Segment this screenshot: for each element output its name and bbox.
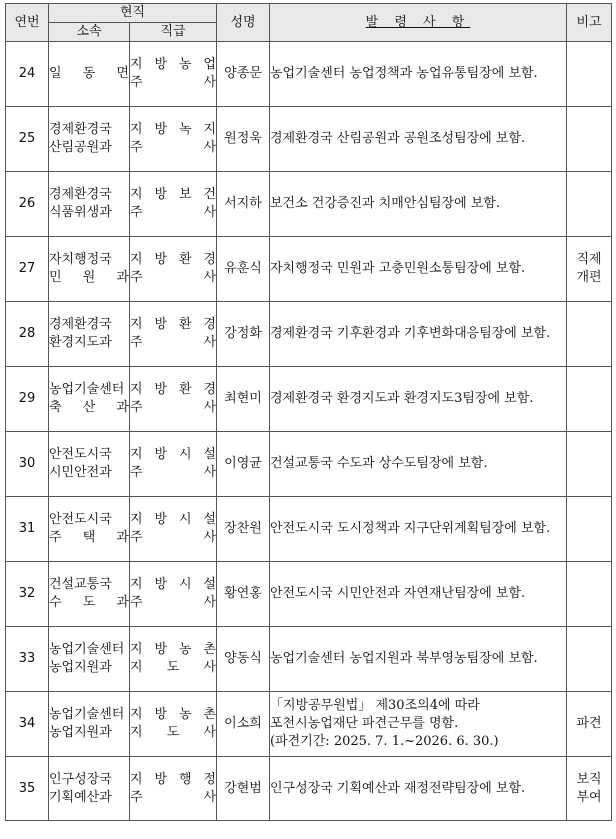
cell-dept-line: 건설교통국 [49, 577, 112, 592]
cell-order [270, 562, 567, 627]
cell-rank-line: 주 사 [130, 270, 216, 285]
cell-dept-line: 안전도시국 [49, 447, 112, 462]
cell-dept-line: 주 택 과 [49, 530, 129, 545]
cell-order [270, 627, 567, 692]
cell-no: 26 [6, 172, 49, 237]
cell-rank-line: 지 방 환 경 [130, 252, 216, 267]
cell-order-line: 경제환경국 기후환경과 기후변화대응팀장에 보함. [270, 326, 551, 341]
cell-rank-line: 주 사 [130, 465, 216, 480]
cell-rank-line: 지 도 사 [130, 725, 216, 740]
table-row [6, 497, 612, 562]
table-row [6, 107, 612, 172]
cell-dept-line: 농업기술센터 [49, 707, 125, 722]
cell-rank [130, 302, 217, 367]
cell-rank-line: 지 방 시 설 [130, 577, 216, 592]
cell-rank-line: 주 사 [130, 595, 216, 610]
cell-dept-line: 시민안전과 [49, 465, 112, 480]
cell-rank [130, 692, 217, 757]
cell-rank [130, 237, 217, 302]
cell-note [567, 42, 612, 107]
cell-dept-line: 기획예산과 [49, 789, 112, 805]
cell-dept-line: 산림공원과 [49, 140, 112, 155]
header-note: 비고 [567, 4, 612, 42]
cell-note [567, 692, 612, 757]
cell-no: 24 [6, 42, 49, 107]
cell-dept [49, 692, 130, 757]
cell-order-line: 농업기술센터 농업지원과 북부영농팀장에 보함. [270, 651, 538, 666]
table-row [6, 432, 612, 497]
cell-rank [130, 432, 217, 497]
cell-name: 양동식 [217, 627, 270, 692]
cell-no: 33 [6, 627, 49, 692]
cell-dept-line: 식품위생과 [49, 205, 112, 220]
cell-dept-line: 농업지원과 [49, 660, 112, 675]
cell-no: 34 [6, 692, 49, 757]
cell-note [567, 497, 612, 562]
cell-rank-line: 지 방 시 설 [130, 447, 216, 462]
cell-note-line: 부여 [576, 789, 602, 805]
cell-rank-line: 지 방 행 정 [130, 771, 216, 787]
cell-dept-line: 자치행정국 [49, 252, 112, 267]
header-row-top [6, 4, 612, 23]
cell-rank [130, 627, 217, 692]
cell-no: 35 [6, 757, 49, 821]
cell-dept-line: 경제환경국 [49, 317, 112, 332]
cell-rank-line: 지 방 농 촌 [130, 707, 216, 722]
cell-note [567, 627, 612, 692]
cell-name: 유훈식 [217, 237, 270, 302]
cell-order [270, 757, 567, 821]
cell-dept-line: 경제환경국 [49, 187, 112, 202]
cell-dept-line: 안전도시국 [49, 512, 112, 527]
cell-no: 32 [6, 562, 49, 627]
cell-rank [130, 757, 217, 821]
cell-note [567, 757, 612, 821]
cell-no: 27 [6, 237, 49, 302]
cell-rank [130, 42, 217, 107]
cell-no: 30 [6, 432, 49, 497]
table-row [6, 172, 612, 237]
table-row [6, 367, 612, 432]
cell-order [270, 367, 567, 432]
cell-no: 25 [6, 107, 49, 172]
header-dept: 소속 [49, 23, 130, 42]
table-row [6, 42, 612, 107]
cell-order [270, 432, 567, 497]
cell-order [270, 497, 567, 562]
cell-name: 강현범 [217, 757, 270, 821]
table-row [6, 302, 612, 367]
cell-order-line: 자치행정국 민원과 고충민원소통팀장에 보함. [270, 261, 526, 276]
cell-name: 강정화 [217, 302, 270, 367]
cell-dept-line: 경제환경국 [49, 122, 112, 137]
cell-order-line: 안전도시국 도시정책과 지구단위계획팀장에 보함. [270, 521, 551, 536]
cell-dept-line: 민 원 과 [49, 270, 129, 285]
cell-note [567, 302, 612, 367]
cell-dept [49, 302, 130, 367]
cell-dept-line: 농업기술센터 [49, 642, 125, 657]
header-no: 연번 [6, 4, 49, 42]
cell-note [567, 562, 612, 627]
cell-rank-line: 주 사 [130, 400, 216, 415]
cell-order-line: 경제환경국 환경지도과 환경지도3팀장에 보함. [270, 391, 534, 406]
cell-order-line: 인구성장국 기획예산과 재정전략팀장에 보함. [270, 780, 526, 796]
cell-rank [130, 367, 217, 432]
cell-rank-line: 지 방 농 촌 [130, 642, 216, 657]
cell-no: 28 [6, 302, 49, 367]
cell-order-line: 건설교통국 수도과 상수도팀장에 보함. [270, 456, 488, 471]
table-row [6, 237, 612, 302]
table-row [6, 562, 612, 627]
cell-rank [130, 107, 217, 172]
cell-name: 서지하 [217, 172, 270, 237]
cell-dept [49, 107, 130, 172]
cell-name: 이영균 [217, 432, 270, 497]
cell-dept [49, 757, 130, 821]
cell-rank-line: 지 도 사 [130, 660, 216, 675]
cell-rank-line: 지 방 녹 지 [130, 122, 216, 137]
cell-rank-line: 지 방 시 설 [130, 512, 216, 527]
cell-note-line: 개편 [576, 270, 602, 285]
cell-note [567, 172, 612, 237]
cell-no: 31 [6, 497, 49, 562]
cell-dept [49, 432, 130, 497]
cell-order [270, 172, 567, 237]
header-order-label: 발 령 사 항 [365, 14, 471, 30]
cell-order-line: 「지방공무원법」 제30조의4에 따라 [270, 698, 480, 713]
cell-note [567, 107, 612, 172]
cell-dept [49, 42, 130, 107]
header-name: 성명 [217, 4, 270, 42]
header-current: 현직 [49, 4, 217, 23]
cell-order [270, 237, 567, 302]
cell-note [567, 432, 612, 497]
table-row [6, 757, 612, 821]
table-row [6, 692, 612, 757]
cell-rank-line: 지 방 환 경 [130, 382, 216, 397]
cell-name: 이소희 [217, 692, 270, 757]
cell-rank-line: 주 사 [130, 530, 216, 545]
cell-rank [130, 497, 217, 562]
cell-order-line: (파견기간: 2025. 7. 1.~2026. 6. 30.) [270, 734, 499, 749]
cell-name: 황연홍 [217, 562, 270, 627]
cell-dept-line: 농업기술센터 [49, 382, 125, 397]
cell-name: 장찬원 [217, 497, 270, 562]
cell-order-line: 포천시농업재단 파견근무를 명함. [270, 716, 459, 731]
cell-order [270, 692, 567, 757]
cell-name: 최현미 [217, 367, 270, 432]
personnel-order-table [5, 3, 612, 821]
cell-note-line: 직제 [576, 252, 602, 267]
cell-rank [130, 562, 217, 627]
cell-dept-line: 수 도 과 [49, 595, 129, 610]
cell-order [270, 302, 567, 367]
cell-note [567, 367, 612, 432]
cell-dept [49, 627, 130, 692]
cell-rank-line: 지 방 보 건 [130, 187, 216, 202]
cell-order-line: 경제환경국 산림공원과 공원조성팀장에 보함. [270, 131, 526, 146]
cell-no: 29 [6, 367, 49, 432]
cell-order [270, 107, 567, 172]
cell-order-line: 안전도시국 시민안전과 자연재난팀장에 보함. [270, 586, 526, 601]
header-rank: 직급 [130, 23, 217, 42]
cell-note-line: 파견 [576, 716, 602, 731]
cell-order [270, 42, 567, 107]
cell-rank-line: 지 방 환 경 [130, 317, 216, 332]
cell-rank [130, 172, 217, 237]
cell-dept [49, 237, 130, 302]
cell-order-line: 농업기술센터 농업정책과 농업유통팀장에 보함. [270, 66, 538, 81]
cell-order-line: 보건소 건강증진과 치매안심팀장에 보함. [270, 196, 501, 211]
cell-name: 원정욱 [217, 107, 270, 172]
cell-rank-line: 지 방 농 업 [130, 57, 216, 72]
header-order [270, 4, 567, 42]
cell-dept-line: 인구성장국 [49, 771, 112, 787]
cell-note [567, 237, 612, 302]
cell-rank-line: 주 사 [130, 75, 216, 90]
cell-dept-line: 농업지원과 [49, 725, 112, 740]
cell-dept [49, 562, 130, 627]
cell-dept-line: 환경지도과 [49, 335, 112, 350]
cell-note-line: 보직 [576, 771, 602, 787]
cell-dept-line: 축 산 과 [49, 400, 129, 415]
cell-rank-line: 주 사 [130, 789, 216, 805]
cell-dept [49, 172, 130, 237]
cell-dept [49, 367, 130, 432]
cell-rank-line: 주 사 [130, 205, 216, 220]
cell-name: 양종문 [217, 42, 270, 107]
cell-dept [49, 497, 130, 562]
table-row [6, 627, 612, 692]
cell-rank-line: 주 사 [130, 140, 216, 155]
cell-rank-line: 주 사 [130, 335, 216, 350]
cell-dept-line: 일 동 면 [49, 66, 129, 81]
